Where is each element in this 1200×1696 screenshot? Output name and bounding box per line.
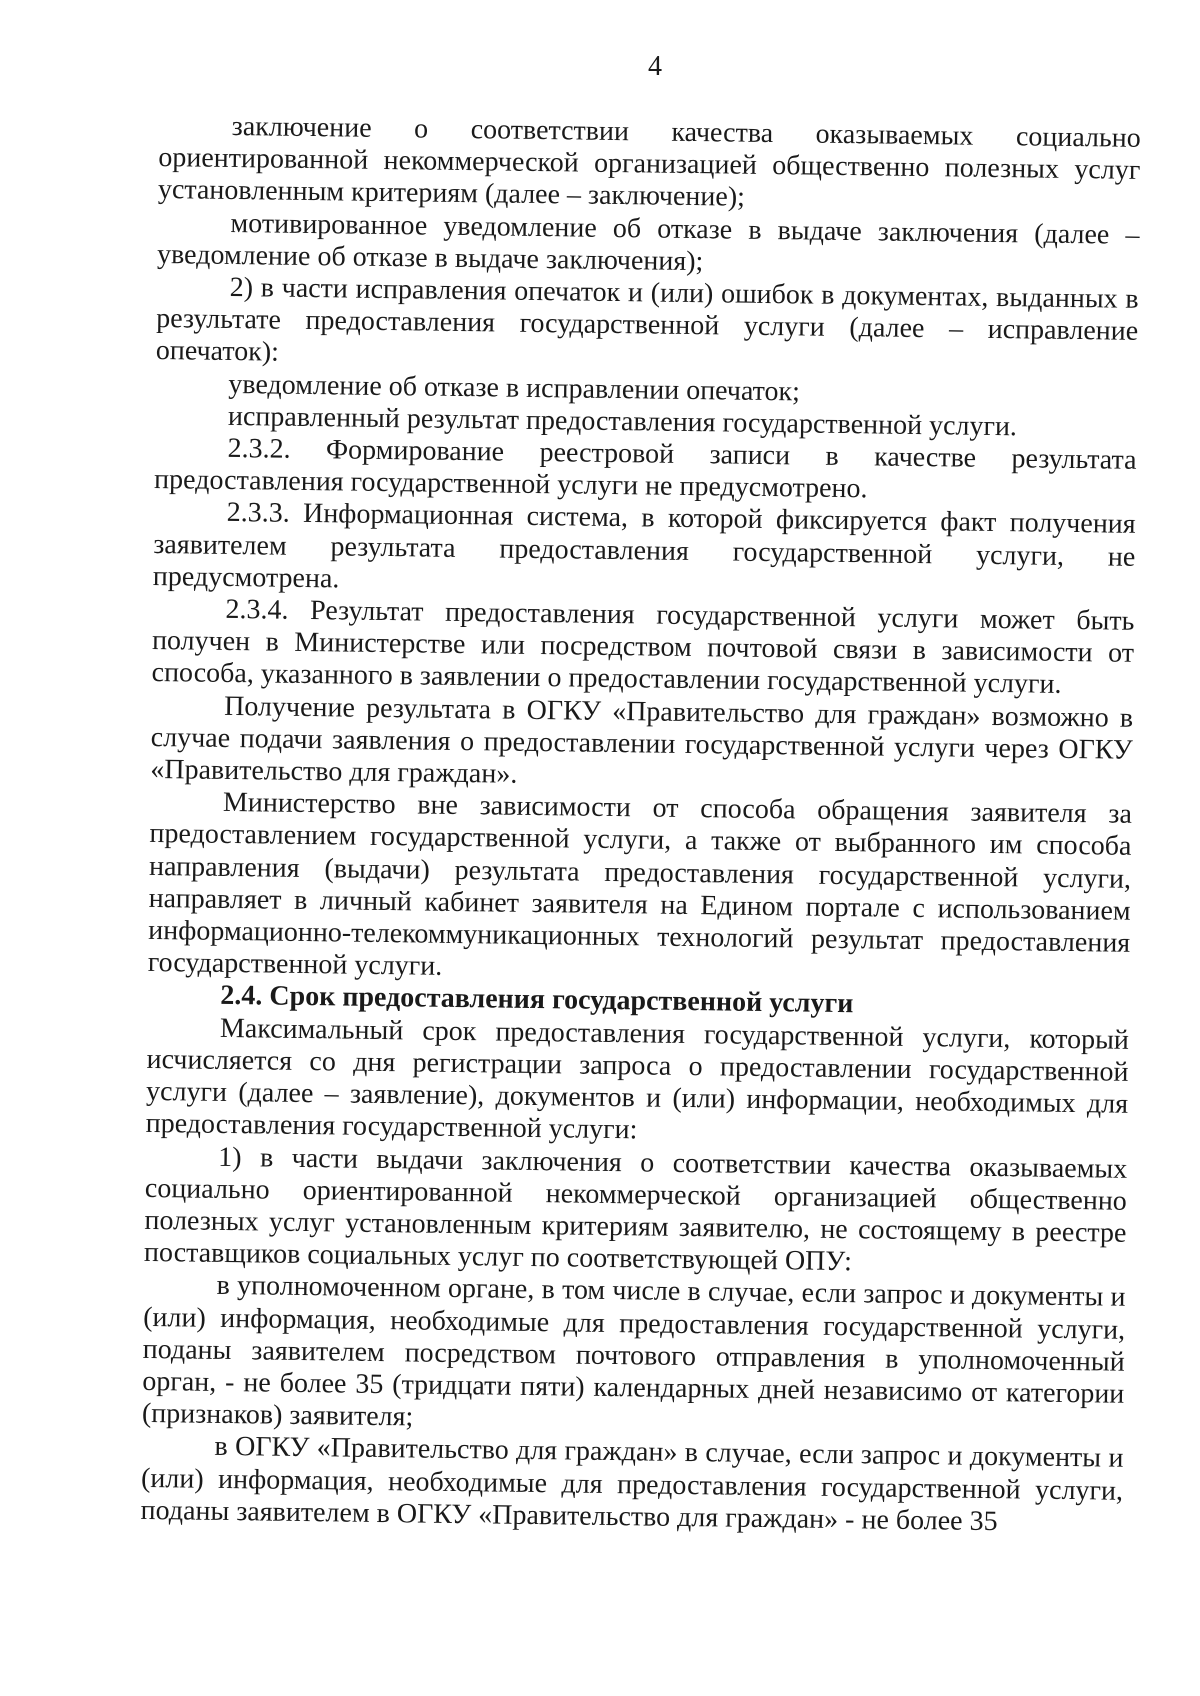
paragraph: Максимальный срок предоставления государственной услуги, который исчисляется со дня регистрации запроса о предоставлении государственной услуги (далее – заявление), документов и (или) информации, необходимых для предоставления государственной услуги: bbox=[145, 1012, 1130, 1146]
document-body bbox=[140, 110, 1140, 1540]
paragraph: 2.3.4. Результат предоставления государственной услуги может быть получен в Министерстве или посредством почтовой связи в зависимости от способа, указанного в заявлении о предоставлении государственной услуги. bbox=[151, 593, 1135, 701]
paragraph: в ОГКУ «Правительство для граждан» в случае, если запрос и документы и (или) информация, необходимые для предоставления государственной услуги, поданы заявителем в ОГКУ «Правительство для граждан» - не более 35 bbox=[140, 1431, 1124, 1537]
paragraph: заключение о соответствии качества оказываемых социально ориентированной некоммерческой организацией общественно полезных услуг установленным критериям (далее – заключение); bbox=[157, 110, 1141, 214]
paragraph: в уполномоченном органе, в том числе в случае, если запрос и документы и (или) информация, необходимые для предоставления государственной услуги, поданы заявителем посредством почтового отправления в уполномоченный орган, - не более 35 (тридцати пяти) календарных дней независимо от категории (признаков) заявителя; bbox=[141, 1270, 1126, 1433]
paragraph: уведомление об отказе в исправлении опечаток; bbox=[228, 368, 801, 408]
paragraph: 1) в части выдачи заключения о соответствии качества оказываемых социально ориентированной некоммерческой организацией общественно полезных услуг установленным критериям заявителю, не состоящему в реестре поставщиков социальных услуг по соответствующей ОПУ: bbox=[143, 1141, 1128, 1278]
paragraph: 2) в части исправления опечаток и (или) ошибок в документах, выданных в результате предоставления государственной услуги (далее – исправление опечаток): bbox=[155, 271, 1139, 369]
paragraph: исправленный результат предоставления государственной услуги. bbox=[227, 400, 1018, 443]
paragraph: 2.3.3. Информационная система, в которой фиксируется факт получения заявителем результата предоставления государственной услуги, не предусмотрена. bbox=[152, 497, 1136, 595]
paragraph: Получение результата в ОГКУ «Правительство для граждан» возможно в случае подачи заявления о предоставлении государственной услуги через ОГКУ «Правительство для граждан». bbox=[150, 690, 1134, 790]
page-number: 4 bbox=[648, 51, 662, 82]
section-heading: 2.4. Срок предоставления государственной услуги bbox=[220, 980, 854, 1020]
paragraph: мотивированное уведомление об отказе в выдаче заключения (далее – уведомление об отказе в выдаче заключения); bbox=[156, 207, 1140, 277]
paragraph: 2.3.2. Формирование реестровой записи в качестве результата предоставления государственной услуги не предусмотрено. bbox=[153, 432, 1137, 505]
paragraph: Министерство вне зависимости от способа обращения заявителя за предоставлением государственной услуги, а также от выбранного им способа направления (выдачи) результата предоставления государственной услуги, направляет в личный кабинет заявителя на Едином портале с использованием информационно-телекоммуникационных технологий результат предоставления государственной услуги. bbox=[147, 787, 1133, 983]
